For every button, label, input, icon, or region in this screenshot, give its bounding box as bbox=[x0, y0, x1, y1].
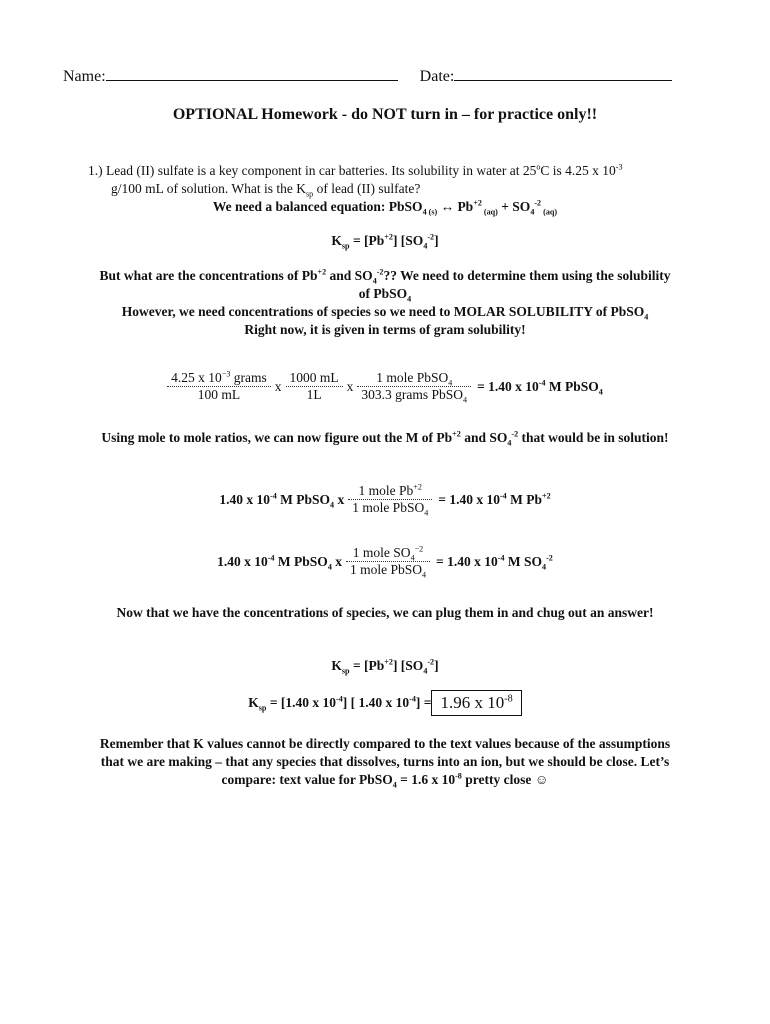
paragraph-concentrations: But what are the concentrations of $Pb^{+2}$ and $SO_4^{-2}$?? We need to determine them using the solubility of PbSO$_4$ bbox=[99, 267, 671, 304]
paragraph-molar-solubility: However, we need concentrations of species so we need to MOLAR SOLUBILITY of PbSO$_4$ Right now, it is given in terms of gram solubility! bbox=[121, 304, 649, 337]
calculation-1-result: = 1.40 x $10^{-4}$ M PbSO$_4$ bbox=[477, 378, 603, 397]
ksp-expression: $K_{sp} = [Pb^{+2}]$ $[SO_4^{-2}]$ bbox=[331, 232, 439, 251]
fraction-pb-per-pbso4: $\frac{1 mole Pb^{+2}}{1 mole PbSO_4}$ bbox=[348, 483, 432, 516]
date-blank-line[interactable] bbox=[454, 66, 672, 81]
fraction-so4-per-pbso4: $\frac{1 mole SO_4^{-2}}{1 mole PbSO_4}$ bbox=[346, 545, 430, 578]
final-ksp-calculation: $K_{sp} = [1.40$ x $10^{-4}$] [ 1.40 x $10^{-4}$] = 1.96 x $10^{-8}$ bbox=[0, 690, 770, 716]
ksp-expression-repeat: $K_{sp} = [Pb^{+2}]$ $[SO_4^{-2}]$ bbox=[331, 657, 439, 676]
fraction-grams-per-ml: $\frac{4.25 x 10^{-3} grams}{100 mL}$ bbox=[167, 370, 271, 403]
problem-number: 1.) bbox=[88, 163, 103, 178]
header-row bbox=[63, 66, 683, 86]
fraction-ml-per-l: $\frac{1000 mL}{1L}$ bbox=[286, 370, 343, 403]
date-label: Date: bbox=[419, 68, 455, 85]
paragraph-comparison: Remember that K values cannot be directly compared to the text values because of the assumptions that we are making – that any species that dissolves, turns into an ion, but we should be close. Let’s compare: text value for PbSO$_4$ = 1.6 x $10^{-8}$ pretty close ☺ bbox=[99, 736, 671, 790]
fraction-mole-per-gram: $\frac{1 mole PbSO_4}{303.3 grams PbSO_4}$ bbox=[357, 370, 471, 403]
name-label: Name: bbox=[63, 68, 106, 85]
name-blank-line[interactable] bbox=[106, 66, 398, 81]
page-title: OPTIONAL Homework - do NOT turn in – for practice only!! bbox=[172, 106, 598, 123]
balanced-equation: We need a balanced equation: PbSO$_4$ $_{(s)}$ ↔ $Pb^{+2}$ $_{(aq)} + SO_4^{-2}$ $_{(aq)}$ bbox=[212, 198, 558, 217]
final-answer-box: 1.96 x $10^{-8}$ bbox=[431, 690, 521, 716]
problem-statement: 1.) Lead (II) sulfate is a key component in car batteries. Its solubility in water at 25$^o$C is 4.25 x $10^{-3}$ g/100 mL of solution. What is the $K_{sp}$ of lead (II) sulfate? bbox=[88, 162, 623, 199]
calculation-so4-concentration: 1.40 x $10^{-4}$ M PbSO$_4$ x $\frac{1 mole SO_4^{-2}}{1 mole PbSO_4}$ = 1.40 x $10^{-4}$ M $SO_4^{-2}$ bbox=[217, 544, 553, 580]
calculation-pb-concentration: 1.40 x $10^{-4}$ M PbSO$_4$ x $\frac{1 mole Pb^{+2}}{1 mole PbSO_4}$ = 1.40 x $10^{-4}$ M $Pb^{+2}$ bbox=[219, 482, 551, 518]
calculation-molar-solubility: $\frac{4.25 x 10^{-3} grams}{100 mL}$ x $\frac{1000 mL}{1L}$ x $\frac{1 mole PbSO_4}{303.3 grams PbSO_4}$ = 1.40 x $10^{-4}$ M PbSO$_4$ bbox=[0, 370, 770, 403]
paragraph-plug-in: Now that we have the concentrations of species, we can plug them in and chug out an answer! bbox=[116, 605, 654, 620]
paragraph-mole-ratios: Using mole to mole ratios, we can now figure out the M of $Pb^{+2}$ and $SO_4^{-2}$ that would be in solution! bbox=[101, 429, 669, 448]
